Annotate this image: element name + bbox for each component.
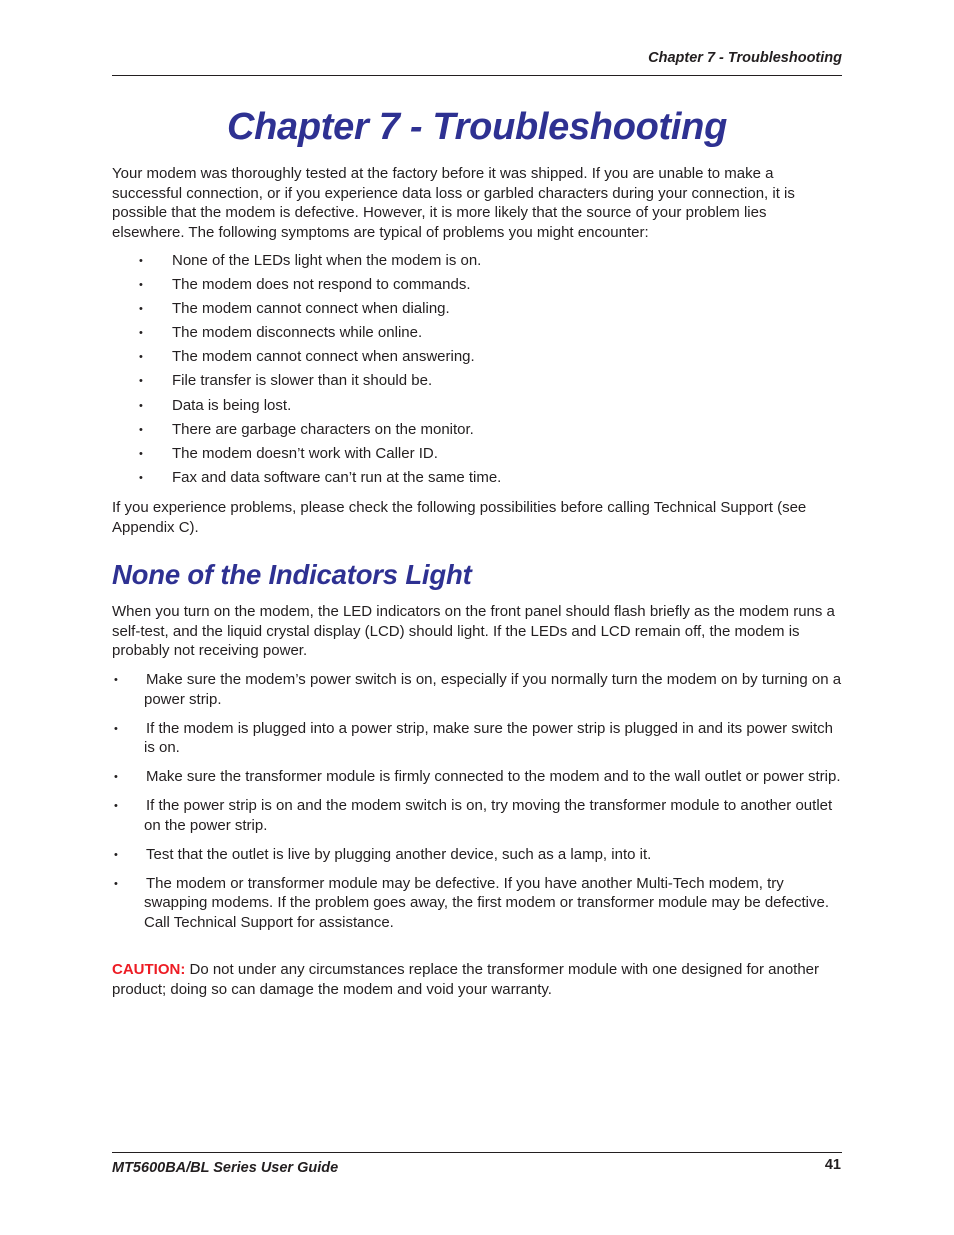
list-item bbox=[139, 275, 501, 299]
chapter-title: Chapter 7 - Troubleshooting bbox=[227, 106, 727, 148]
bullet-icon: • bbox=[114, 800, 118, 812]
bullet-icon: • bbox=[139, 279, 143, 292]
bullet-icon: • bbox=[114, 722, 118, 735]
bullet-icon: • bbox=[139, 447, 143, 460]
list-item-text: The modem does not respond to commands. bbox=[172, 276, 471, 294]
list-item bbox=[139, 299, 501, 323]
support-paragraph: If you experience problems, please check the following possibilities before calling Technical Support (see Appendix C). bbox=[112, 499, 807, 536]
list-item bbox=[139, 420, 501, 444]
bullet-icon: • bbox=[139, 399, 143, 412]
intro-paragraph: Your modem was thoroughly tested at the factory before it was shipped. If you are unable to make a successful connection, or if you experience data loss or garbled characters during your connection, it is possible that the modem is defective. However, it is more likely that the source of your problem lies elsewhere. The following symptoms are typical of problems you might encounter: bbox=[112, 165, 795, 241]
list-item bbox=[139, 468, 501, 492]
list-item bbox=[112, 796, 842, 835]
list-item-text: The modem cannot connect when answering. bbox=[172, 348, 475, 366]
bullet-icon: • bbox=[139, 303, 143, 316]
list-item-text: The modem cannot connect when dialing. bbox=[172, 300, 450, 318]
list-item-text: The modem doesn’t work with Caller ID. bbox=[172, 444, 438, 462]
bullet-icon: • bbox=[139, 471, 143, 484]
caution-text: Do not under any circumstances replace the transformer module with one designed for another product; doing so can damage the modem and void your warranty. bbox=[112, 961, 820, 998]
section-title: None of the Indicators Light bbox=[112, 559, 472, 590]
running-head: Chapter 7 - Troubleshooting bbox=[648, 50, 842, 66]
bullet-icon: • bbox=[114, 674, 118, 686]
bullet-icon: • bbox=[114, 771, 118, 783]
list-item bbox=[139, 444, 501, 468]
bullet-icon: • bbox=[114, 848, 118, 861]
list-item-text: Data is being lost. bbox=[172, 396, 292, 414]
caution-note bbox=[112, 960, 842, 999]
bullet-icon: • bbox=[139, 255, 143, 267]
page-number: 41 bbox=[824, 1157, 841, 1173]
bullet-icon: • bbox=[139, 423, 143, 436]
bullet-icon: • bbox=[139, 327, 143, 340]
bullet-icon: • bbox=[114, 877, 118, 890]
check-list bbox=[112, 670, 842, 942]
list-item-text: There are garbage characters on the monitor. bbox=[172, 420, 474, 438]
list-item bbox=[139, 396, 501, 420]
caution-label: CAUTION: bbox=[112, 961, 186, 978]
list-item-text: None of the LEDs light when the modem is on. bbox=[172, 252, 482, 269]
bullet-icon: • bbox=[139, 351, 143, 364]
list-item bbox=[139, 251, 501, 275]
list-item-text: Test that the outlet is live by plugging another device, such as a lamp, into it. bbox=[146, 845, 652, 863]
list-item bbox=[112, 767, 842, 787]
symptom-list bbox=[139, 251, 501, 492]
list-item-text: Make sure the modem’s power switch is on, especially if you normally turn the modem on by turning on a power strip. bbox=[144, 671, 842, 708]
list-item bbox=[139, 371, 501, 395]
list-item bbox=[139, 323, 501, 347]
list-item-text: Make sure the transformer module is firmly connected to the modem and to the wall outlet or power strip. bbox=[146, 768, 841, 785]
list-item-text: The modem disconnects while online. bbox=[172, 324, 423, 342]
footer-guide-title: MT5600BA/BL Series User Guide bbox=[112, 1160, 339, 1176]
list-item bbox=[112, 874, 842, 933]
bullet-icon: • bbox=[139, 375, 143, 388]
list-item-text: If the modem is plugged into a power strip, make sure the power strip is plugged in and its power switch is on. bbox=[144, 719, 834, 756]
header-rule bbox=[112, 75, 842, 76]
list-item bbox=[112, 719, 842, 758]
list-item bbox=[139, 347, 501, 371]
list-item-text: If the power strip is on and the modem switch is on, try moving the transformer module to another outlet on the power strip. bbox=[144, 797, 833, 834]
list-item bbox=[112, 845, 842, 865]
footer-rule bbox=[112, 1152, 842, 1153]
list-item-text: The modem or transformer module may be defective. If you have another Multi-Tech modem, try swapping modems. If the problem goes away, the first modem or transformer module may be defective. Call Technical Support for assistance. bbox=[144, 874, 830, 931]
list-item bbox=[112, 670, 842, 709]
section-intro-paragraph: When you turn on the modem, the LED indicators on the front panel should flash briefly as the modem runs a self-test, and the liquid crystal display (LCD) should light. If the LEDs and LCD remain off, the modem is probably not receiving power. bbox=[112, 603, 835, 659]
list-item-text: Fax and data software can’t run at the same time. bbox=[172, 468, 502, 486]
list-item-text: File transfer is slower than it should be. bbox=[172, 372, 433, 390]
